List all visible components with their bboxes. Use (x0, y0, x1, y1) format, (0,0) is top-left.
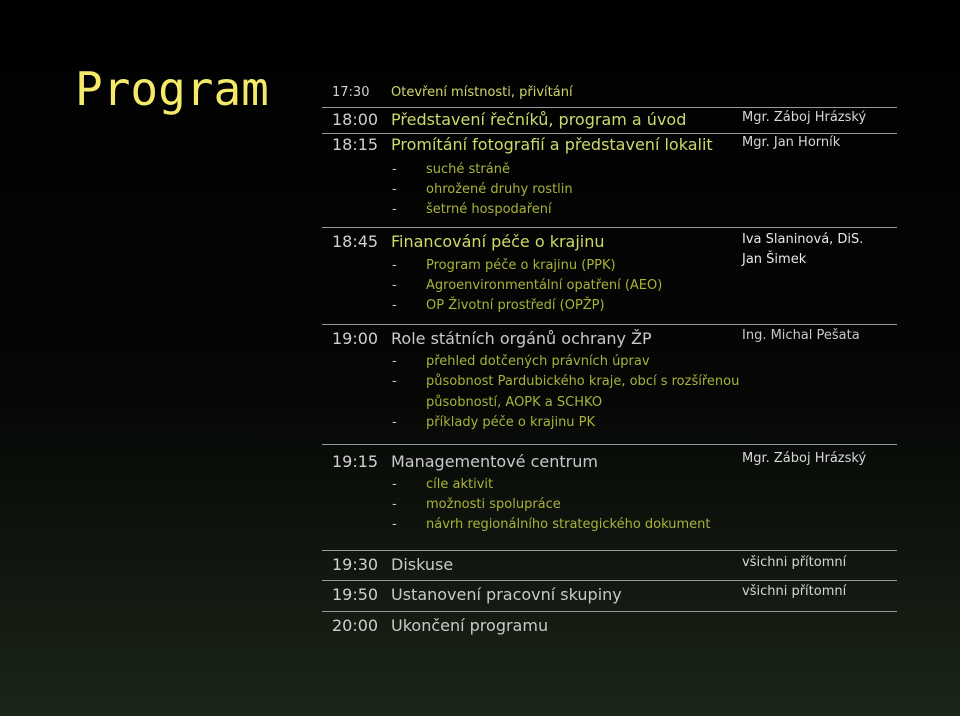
list-bullet: - (392, 477, 397, 492)
list-item: působností, AOPK a SCHKO (426, 395, 603, 410)
row-time: 18:15 (332, 135, 379, 154)
list-bullet: - (392, 497, 397, 512)
row-speaker: Ing. Michal Pešata (742, 328, 860, 343)
row-speaker: Mgr. Záboj Hrázský (742, 451, 867, 466)
list-bullet: - (392, 202, 397, 217)
list-bullet: - (392, 374, 397, 389)
list-item: OP Životní prostředí (OPŽP) (426, 298, 605, 313)
row-heading: Role státních orgánů ochrany ŽP (391, 329, 652, 348)
row-divider (322, 444, 897, 445)
row-heading: Otevření místnosti, přivítání (391, 85, 573, 100)
row-divider (322, 580, 897, 581)
slide-title: Program (75, 62, 269, 116)
row-time: 20:00 (332, 616, 379, 635)
row-heading: Ukončení programu (391, 616, 549, 635)
list-bullet: - (392, 182, 397, 197)
list-item: působnost Pardubického kraje, obcí s rozšířenou (426, 374, 740, 389)
list-item: suché stráně (426, 162, 510, 177)
row-divider (322, 133, 897, 134)
list-bullet: - (392, 354, 397, 369)
row-divider (322, 550, 897, 551)
row-heading: Promítání fotografií a představení lokalit (391, 135, 713, 154)
row-speaker: Mgr. Záboj Hrázský (742, 110, 867, 125)
row-time: 19:50 (332, 585, 379, 604)
row-time: 17:30 (332, 85, 370, 100)
row-speaker: všichni přítomní (742, 584, 847, 599)
row-heading: Financování péče o krajinu (391, 232, 605, 251)
list-item: návrh regionálního strategického dokument (426, 517, 711, 532)
list-bullet: - (392, 258, 397, 273)
list-bullet: - (392, 517, 397, 532)
row-speaker: Mgr. Jan Horník (742, 135, 841, 150)
list-item: ohrožené druhy rostlin (426, 182, 573, 197)
row-speaker: Iva Slaninová, DiS. (742, 232, 864, 247)
list-bullet: - (392, 162, 397, 177)
row-time: 19:30 (332, 555, 379, 574)
list-item: šetrné hospodaření (426, 202, 552, 217)
row-divider (322, 324, 897, 325)
list-bullet: - (392, 298, 397, 313)
list-bullet: - (392, 278, 397, 293)
row-divider (322, 227, 897, 228)
list-item: možnosti spolupráce (426, 497, 561, 512)
list-item: cíle aktivit (426, 477, 494, 492)
list-item: přehled dotčených právních úprav (426, 354, 650, 369)
row-divider (322, 107, 897, 108)
list-item: příklady péče o krajinu PK (426, 415, 596, 430)
list-item: Program péče o krajinu (PPK) (426, 258, 616, 273)
list-bullet: - (392, 415, 397, 430)
row-time: 19:15 (332, 452, 379, 471)
row-time: 18:00 (332, 110, 379, 129)
row-heading: Ustanovení pracovní skupiny (391, 585, 622, 604)
row-time: 18:45 (332, 232, 379, 251)
row-speaker: všichni přítomní (742, 555, 847, 570)
row-heading: Představení řečníků, program a úvod (391, 110, 687, 129)
row-time: 19:00 (332, 329, 379, 348)
row-heading: Diskuse (391, 555, 454, 574)
list-item: Agroenvironmentální opatření (AEO) (426, 278, 663, 293)
row-divider (322, 611, 897, 612)
row-speaker: Jan Šimek (742, 252, 807, 267)
row-heading: Managementové centrum (391, 452, 598, 471)
